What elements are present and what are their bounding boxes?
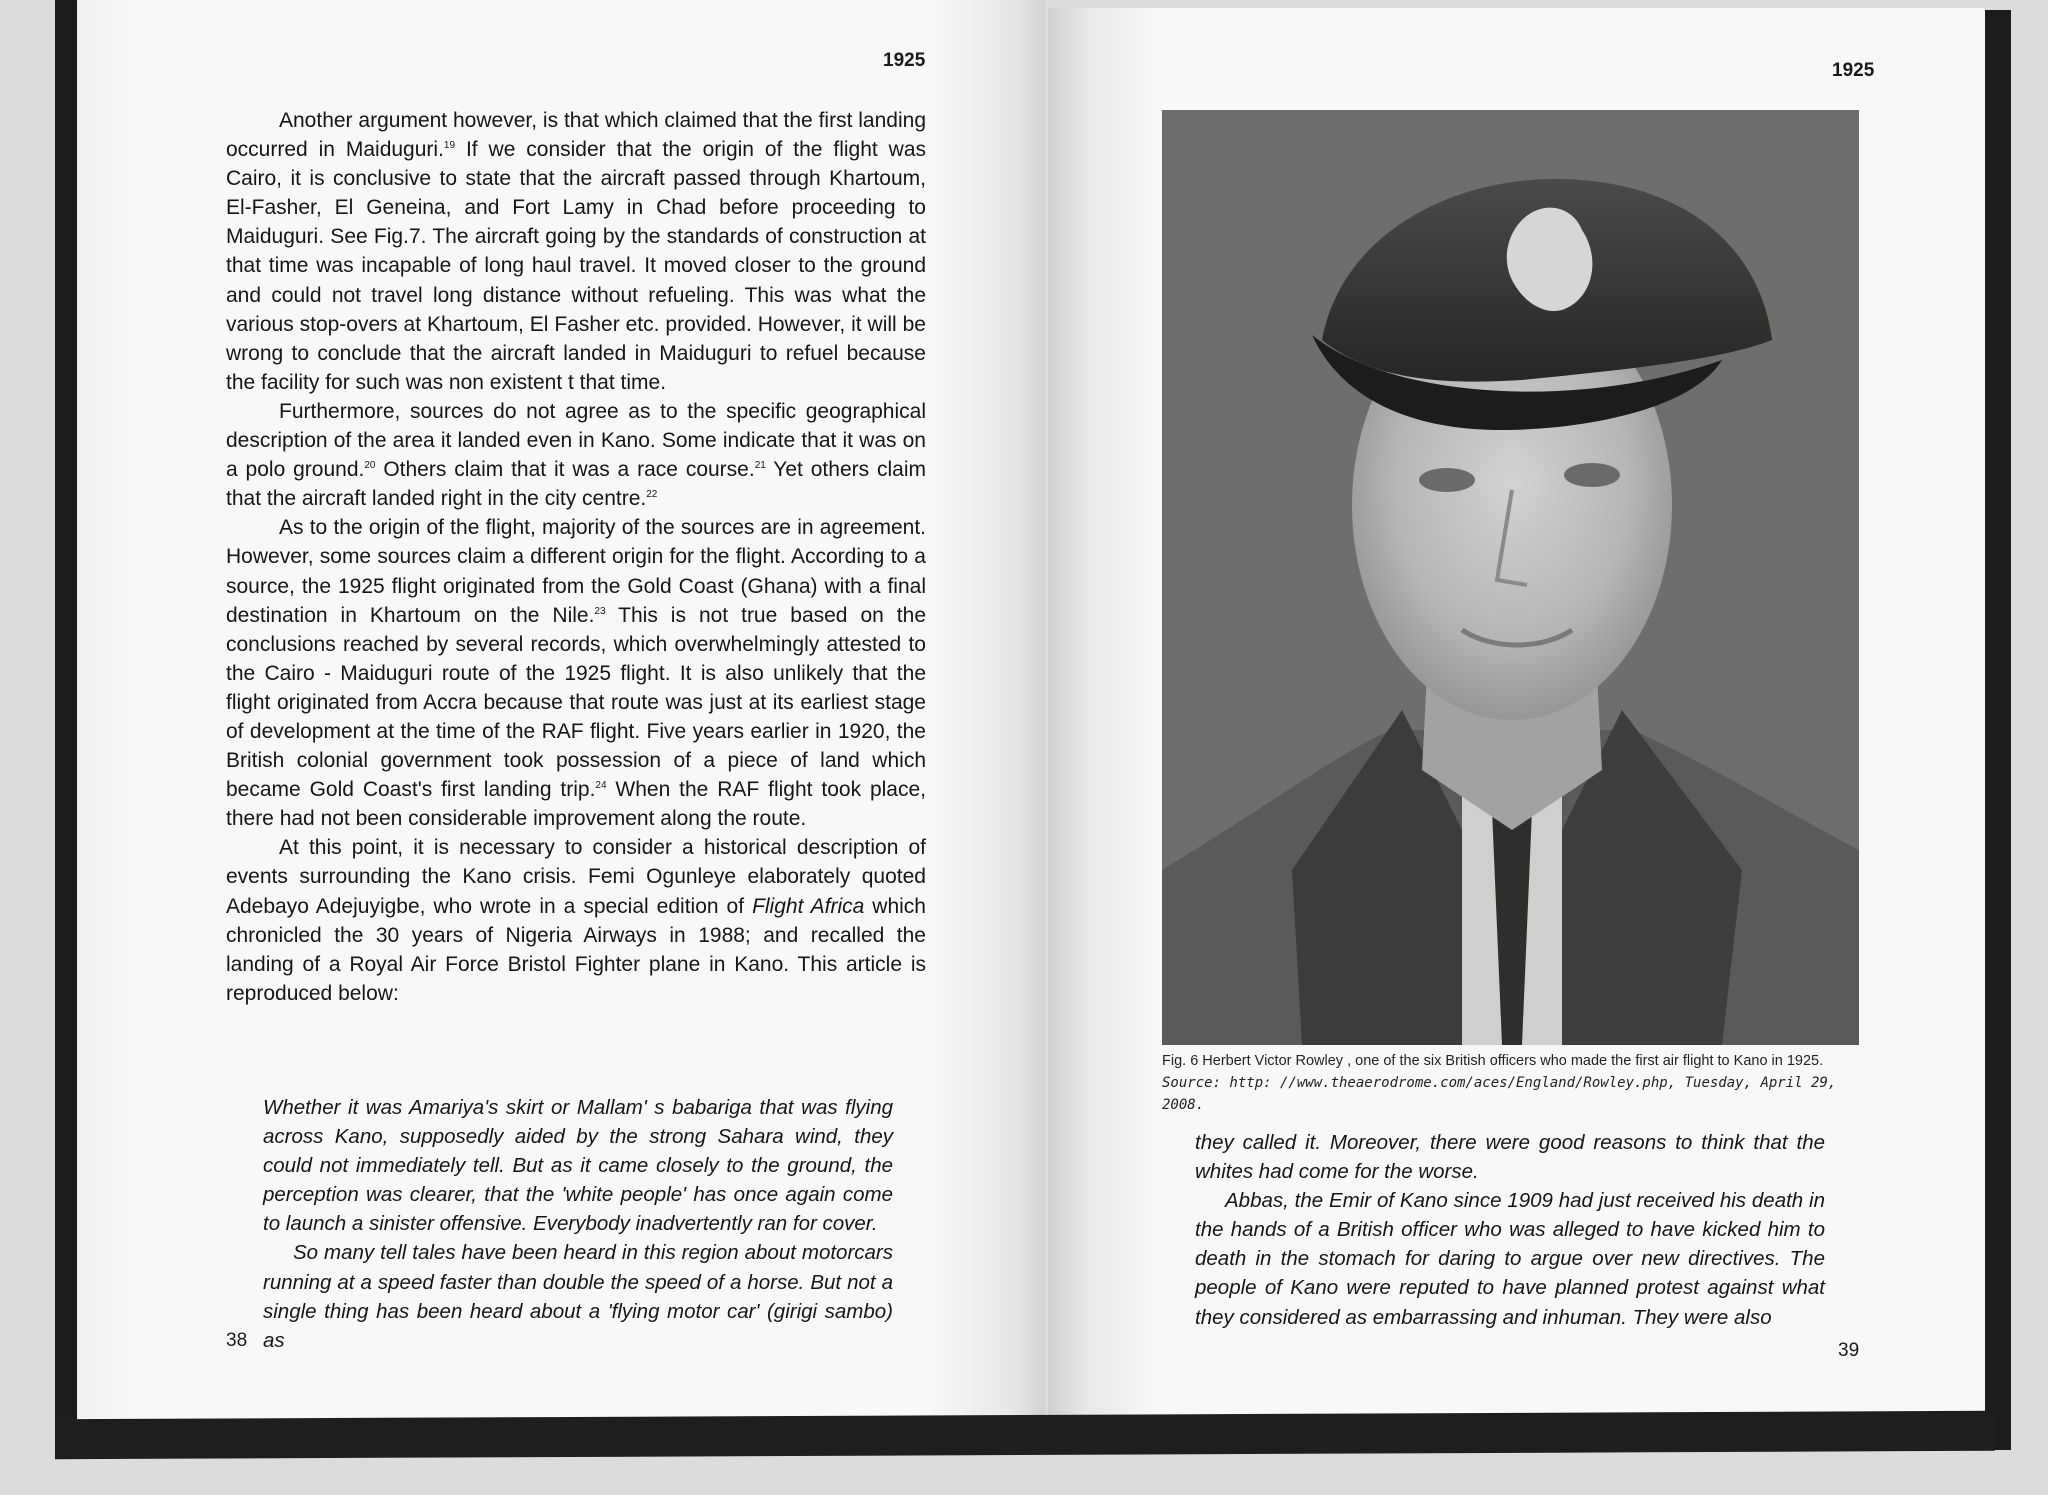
right-page-number: 39 bbox=[1838, 1340, 1860, 1361]
quote-paragraph-3: Abbas, the Emir of Kano since 1909 had just received his death in the hands of a British officer who was alleged to have kicked him to death in the stomach for daring to argue over new directives. The people of Kano were reputed to have planned protest against what they considered as embarrassing and inhuman. They were also bbox=[1195, 1189, 1825, 1329]
quote-paragraph-2: So many tell tales have been heard in this region about motorcars running at a speed faster than double the speed of a horse. But not a single thing has been heard about a 'flying motor car' (girigi sambo) as bbox=[263, 1241, 893, 1352]
left-page-number: 38 bbox=[226, 1330, 248, 1351]
figure-portrait-photo bbox=[1162, 110, 1859, 1045]
paragraph-3: As to the origin of the flight, majority of the sources are in agreement. However, some sources claim a different origin for the flight. According to a source, the 1925 flight originated from the Gold Coast (Ghana) with a final destination in Khartoum on the Nile.$^{23}$ This is not true based on the conclusions reached by several records, which overwhelmingly attested to the Cairo - Maiduguri route of the 1925 flight. It is also unlikely that the flight originated from Accra because that route was just at its earliest stage of development at the time of the RAF flight. Five years earlier in 1920, the British colonial government took possession of a piece of land which became Gold Coast's first landing trip.$^{24}$ When the RAF flight took place, there had not been considerable improvement along the route. bbox=[226, 516, 926, 831]
footnote-ref: 24 bbox=[595, 780, 607, 792]
paragraph-1: Another argument however, is that which claimed that the first landing occurred in Maiduguri.$^{19}$ If we consider that the origin of the flight was Cairo, it is conclusive to state that the aircraft passed through Khartoum, El-Fasher, El Geneina, and Fort Lamy in Chad before proceeding to Maiduguri. See Fig.7. The aircraft going by the standards of construction at that time was incapable of long haul travel. It moved closer to the ground and could not travel long distance without refueling. This was what the various stop-overs at Khartoum, El Fasher etc. provided. However, it will be wrong to conclude that the aircraft landed in Maiduguri to refuel because the facility for such was non existent t that time. bbox=[226, 109, 927, 394]
right-running-head: 1925 bbox=[1832, 60, 1875, 81]
paragraph-4: At this point, it is necessary to consider a historical description of events surrounding the Kano crisis. Femi Ogunleye elaborately quoted Adebayo Adejuyigbe, who wrote in a special edition of Flight Africa which chronicled the 30 years of Nigeria Airways in 1988; and recalled the landing of a Royal Air Force Bristol Fighter plane in Kano. This article is reproduced below: bbox=[226, 836, 926, 1005]
paragraph-2: Furthermore, sources do not agree as to the specific geographical description of the area it landed even in Kano. Some indicate that it was on a polo ground.$^{20}$ Others claim that it was a race course.$^{21}$ Yet others claim that the aircraft landed right in the city centre.$^{22}$ bbox=[226, 399, 926, 511]
quote-paragraph-1: Whether it was Amariya's skirt or Mallam' s babariga that was flying across Kano, supposedly aided by the strong Sahara wind, they could not immediately tell. But as it came closely to the ground, the perception was clearer, that the 'white people' has once again come to launch a sinister offensive. Everybody inadvertently ran for cover. bbox=[263, 1096, 893, 1236]
quote-continuation: they called it. Moreover, there were good reasons to think that the whites had come for the worse. bbox=[1195, 1131, 1825, 1184]
left-running-head: 1925 bbox=[883, 50, 926, 71]
left-body-text bbox=[226, 106, 926, 1008]
footnote-ref: 19 bbox=[443, 140, 456, 152]
publication-title: Flight Africa bbox=[752, 894, 865, 918]
book-cover-left-edge bbox=[55, 0, 77, 1440]
caption-text: Fig. 6 Herbert Victor Rowley , one of the six British officers who made the first air flight to Kano in 1925. bbox=[1162, 1053, 1824, 1069]
book-cover-bottom-edge bbox=[55, 1411, 1995, 1459]
caption-source: Source: http: //www.theaerodrome.com/aces/England/Rowley.php, Tuesday, April 29, 2008. bbox=[1162, 1075, 1837, 1113]
footnote-ref: 23 bbox=[594, 605, 606, 617]
footnote-ref: 20 bbox=[364, 460, 376, 472]
figure-caption bbox=[1162, 1050, 1862, 1116]
right-block-quote bbox=[1195, 1128, 1825, 1332]
footnote-ref: 22 bbox=[646, 489, 658, 501]
footnote-ref: 21 bbox=[754, 460, 766, 472]
portrait-illustration bbox=[1162, 110, 1859, 1045]
book-cover-right-edge bbox=[1985, 10, 2011, 1450]
left-block-quote bbox=[263, 1093, 893, 1355]
